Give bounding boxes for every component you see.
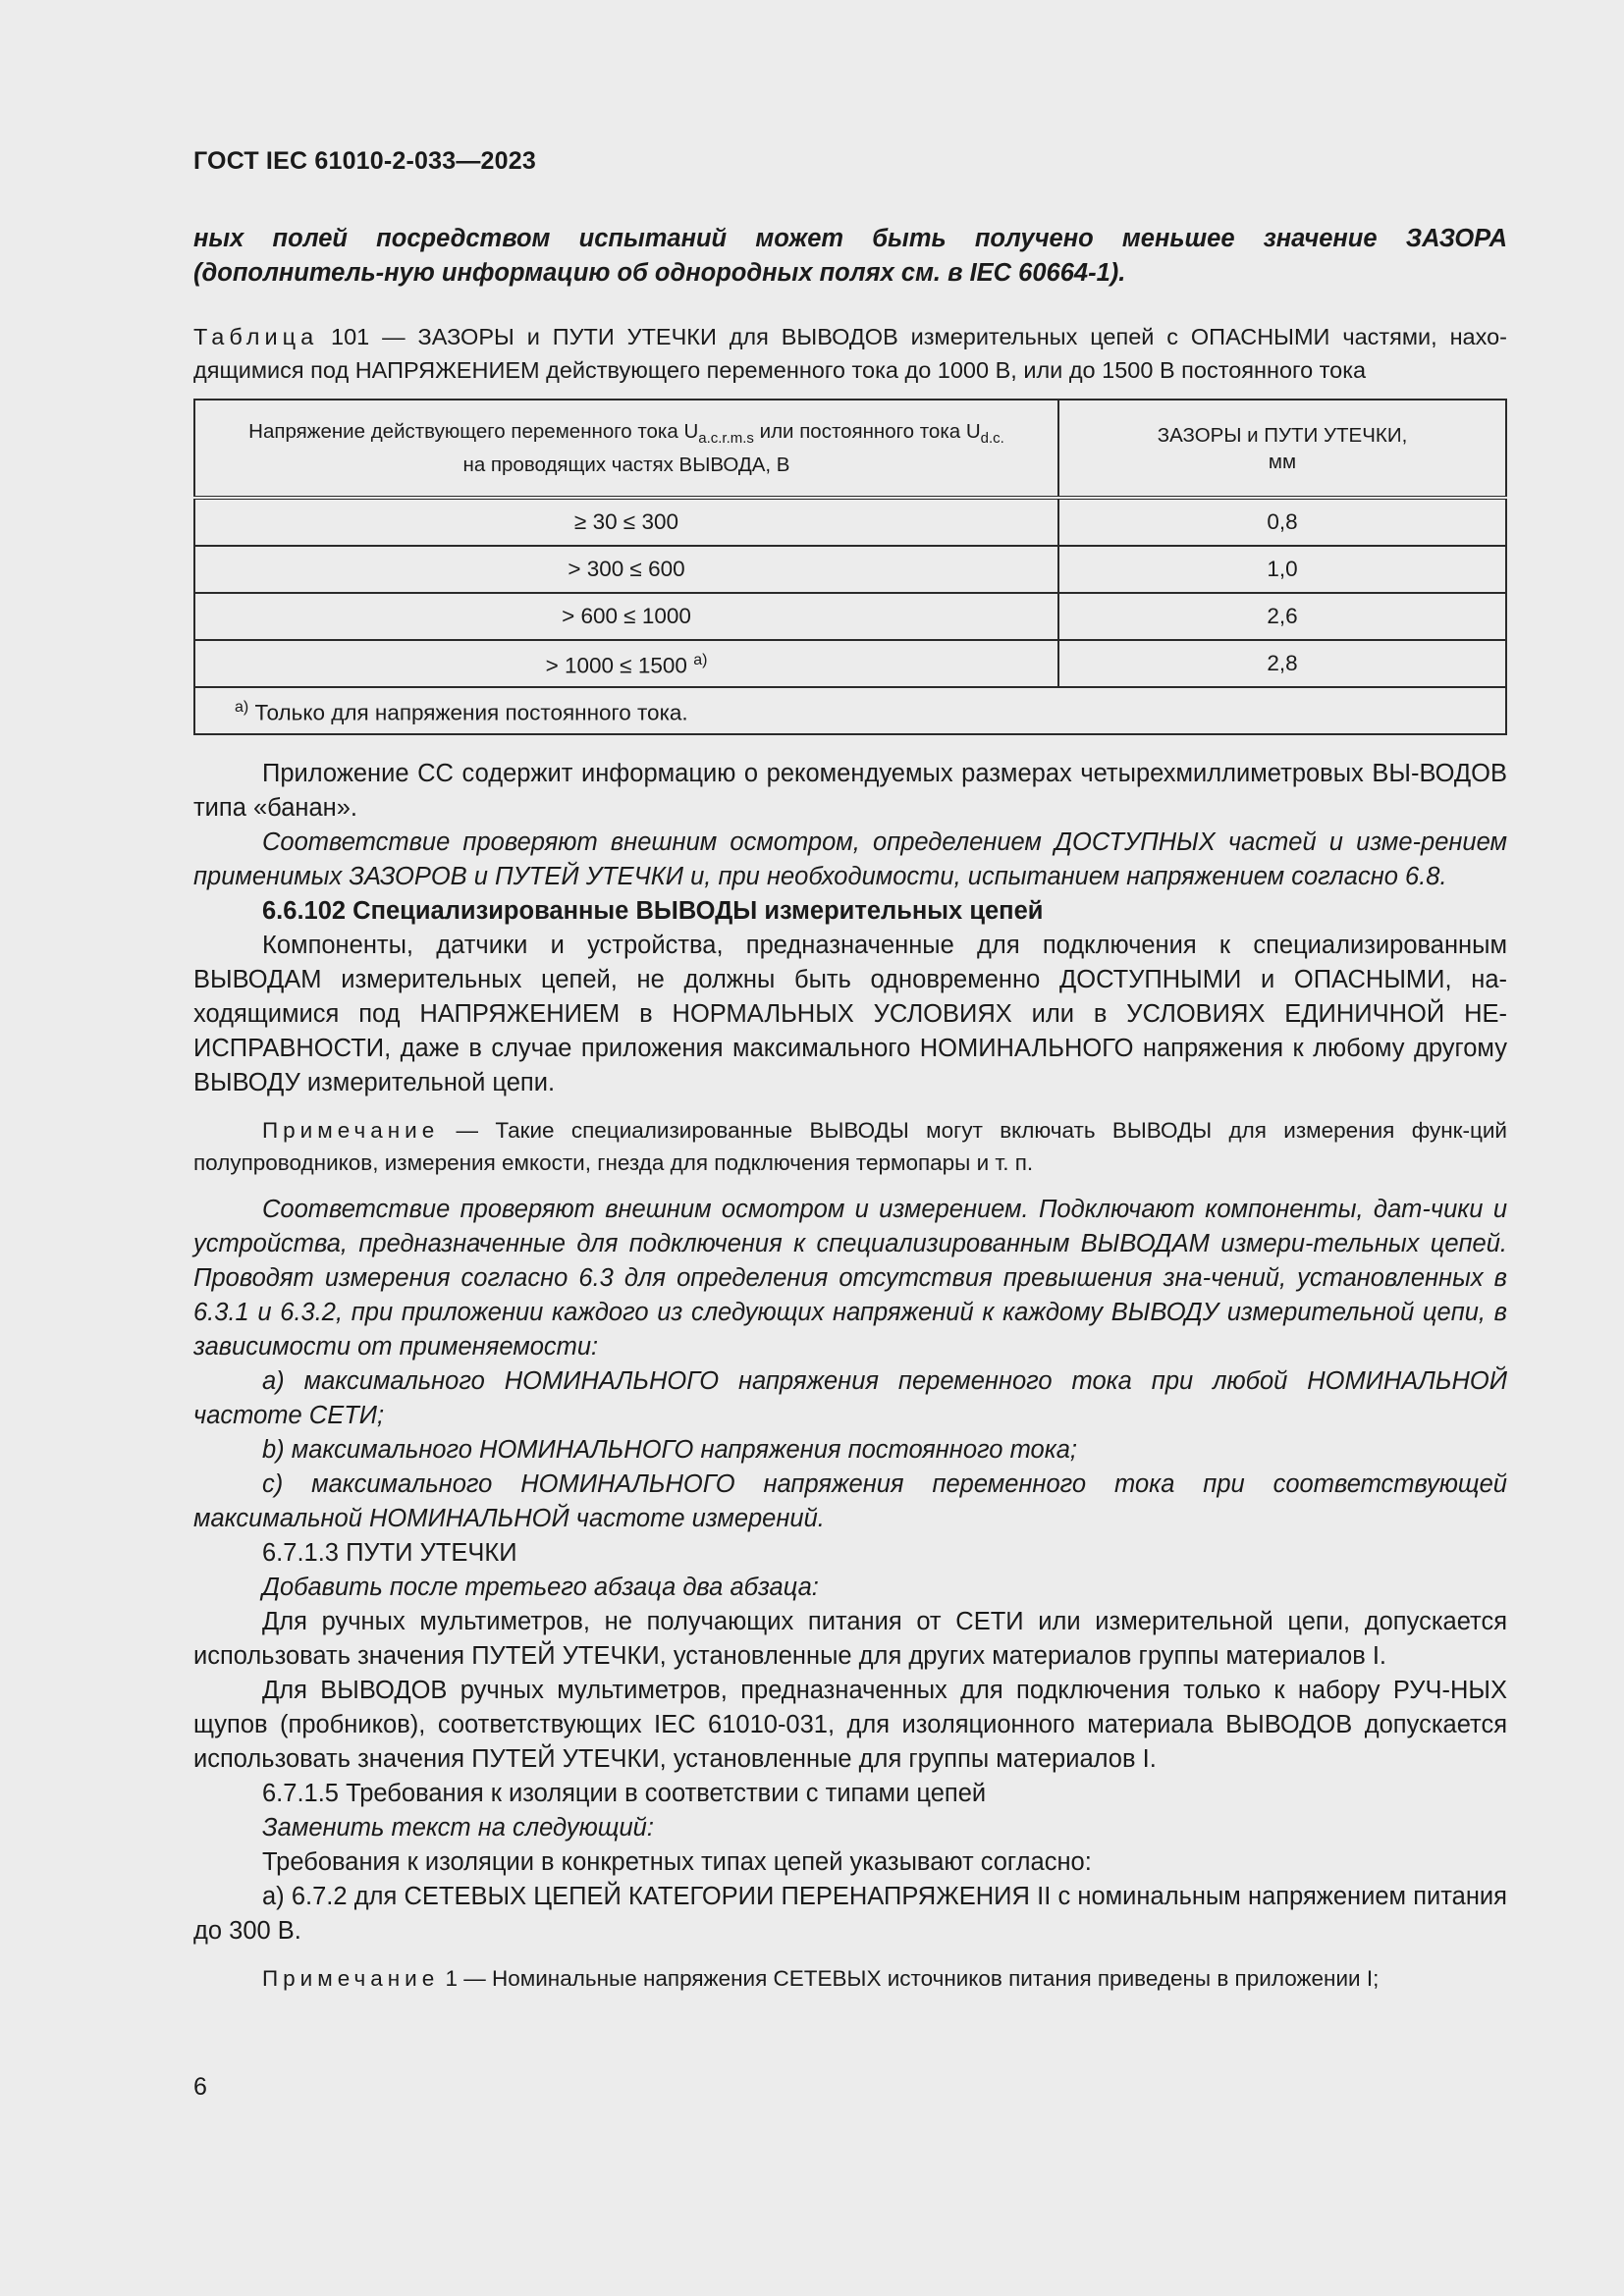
paragraph-terminals: Для ВЫВОДОВ ручных мультиметров, предназначенных для подключения только к набору РУЧ-НЫХ щупов (пробников), соответствующих IEC 61010-031, для изоляционного материала ВЫВОДОВ допускается использовать значения ПУТЕЙ УТЕЧКИ, установленные для группы материалов I. <box>193 1677 1507 1773</box>
paragraph-compliance: Соответствие проверяют внешним осмотром, определением ДОСТУПНЫХ частей и изме-рением применимых ЗАЗОРОВ и ПУТЕЙ УТЕЧКИ и, при необходимости, испытанием напряжением согласно 6.8. <box>193 828 1507 890</box>
table-cell-voltage: ≥ 30 ≤ 300 <box>194 498 1058 546</box>
paragraph-components: Компоненты, датчики и устройства, предназначенные для подключения к специализированным ВЫВОДАМ измерительных цепей, не должны быть одновременно ДОСТУПНЫМИ и ОПАСНЫМИ, на-ходящимися под НАПРЯЖЕНИЕМ в НОРМАЛЬНЫХ УСЛОВИЯХ или в УСЛОВИЯХ ЕДИНИЧНОЙ НЕ-ИСПРАВНОСТИ, даже в случае приложения максимального НОМИНАЛЬНОГО напряжения к любому другому ВЫВОДУ измерительной цепи. <box>193 932 1507 1096</box>
table-header-row <box>194 400 1506 498</box>
list-item-c: c) максимального НОМИНАЛЬНОГО напряжения переменного тока при соответствующей максимальной НОМИНАЛЬНОЙ частоте измерений. <box>193 1470 1507 1532</box>
table-row <box>194 546 1506 593</box>
table-cell-voltage: > 300 ≤ 600 <box>194 546 1058 593</box>
clearance-table <box>193 399 1507 735</box>
table-row <box>194 498 1506 546</box>
list-item-b: b) максимального НОМИНАЛЬНОГО напряжения постоянного тока; <box>262 1436 1078 1464</box>
paragraph-compliance-2: Соответствие проверяют внешним осмотром и измерением. Подключают компоненты, дат-чики и устройства, предназначенные для подключения к специализированным ВЫВОДАМ измери-тельных цепей. Проводят измерения согласно 6.3 для определения отсутствия превышения зна-чений, установленных в 6.3.1 и 6.3.2, при приложении каждого из следующих напряжений к каждому ВЫВОДУ измерительной цепи, в зависимости от применяемости: <box>193 1196 1507 1361</box>
instruction-add: Добавить после третьего абзаца два абзаца: <box>262 1574 819 1601</box>
table-caption-label: Таблица <box>193 324 319 349</box>
note-2: Примечание 1 — Номинальные напряжения СЕТЕВЫХ источников питания приведены в приложении I; <box>262 1966 1380 1991</box>
table-cell-value: 2,8 <box>1058 640 1506 687</box>
table-cell-value: 1,0 <box>1058 546 1506 593</box>
section-heading-6-6-102: 6.6.102 Специализированные ВЫВОДЫ измерительных цепей <box>262 897 1044 925</box>
footnote-ref: a) <box>693 652 708 669</box>
note-1: Примечание — Такие специализированные ВЫВОДЫ могут включать ВЫВОДЫ для измерения функ-ций полупроводников, измерения емкости, гнезда для подключения термопары и т. п. <box>193 1118 1507 1175</box>
paragraph-annex: Приложение СС содержит информацию о рекомендуемых размерах четырехмиллиметровых ВЫ-ВОДОВ типа «банан». <box>193 760 1507 822</box>
table-container <box>193 399 1507 735</box>
table-header-voltage: Напряжение действующего переменного тока $U_{a.c.r.m.s}$ или постоянного тока $U_{d.c.}$ на проводящих частях ВЫВОДА, В <box>194 400 1058 498</box>
table-row <box>194 640 1506 687</box>
table-cell-value: 0,8 <box>1058 498 1506 546</box>
table-footnote-row <box>194 687 1506 734</box>
table-footnote: $^{a)}$ Только для напряжения постоянного тока. <box>194 687 1506 734</box>
table-header-clearance: ЗАЗОРЫ и ПУТИ УТЕЧКИ, мм <box>1058 400 1506 498</box>
document-header: ГОСТ IEC 61010-2-033—2023 <box>193 147 536 175</box>
table-cell-voltage: > 1000 ≤ 1500 $^{a)}$ <box>194 640 1058 687</box>
page-number: 6 <box>193 2073 207 2101</box>
table-row <box>194 593 1506 640</box>
section-heading-6-7-1-5: 6.7.1.5 Требования к изоляции в соответствии с типами цепей <box>262 1780 987 1807</box>
page-content <box>193 222 1507 1995</box>
section-heading-6-7-1-3: 6.7.1.3 ПУТИ УТЕЧКИ <box>262 1539 517 1567</box>
table-caption <box>193 320 1507 387</box>
paragraph-requirements: Требования к изоляции в конкретных типах цепей указывают согласно: <box>262 1848 1092 1876</box>
table-caption-text: 101 — ЗАЗОРЫ и ПУТИ УТЕЧКИ для ВЫВОДОВ измерительных цепей с ОПАСНЫМИ частями, нахо-дящимися под НАПРЯЖЕНИЕМ действующего переменного тока до 1000 В, или до 1500 В постоянного тока <box>193 324 1507 383</box>
table-cell-voltage: > 600 ≤ 1000 <box>194 593 1058 640</box>
list-item-mains: a) 6.7.2 для СЕТЕВЫХ ЦЕПЕЙ КАТЕГОРИИ ПЕРЕНАПРЯЖЕНИЯ II с номинальным напряжением питания до 300 В. <box>193 1883 1507 1945</box>
paragraph-multimeters: Для ручных мультиметров, не получающих питания от СЕТИ или измерительной цепи, допускается использовать значения ПУТЕЙ УТЕЧКИ, установленные для других материалов группы материалов I. <box>193 1608 1507 1670</box>
instruction-replace: Заменить текст на следующий: <box>262 1814 654 1842</box>
intro-paragraph: ных полей посредством испытаний может быть получено меньшее значение ЗАЗОРА (дополнитель-ную информацию об однородных полях см. в IEC 60664-1). <box>193 225 1507 287</box>
table-cell-value: 2,6 <box>1058 593 1506 640</box>
list-item-a: a) максимального НОМИНАЛЬНОГО напряжения переменного тока при любой НОМИНАЛЬНОЙ частоте СЕТИ; <box>193 1367 1507 1429</box>
